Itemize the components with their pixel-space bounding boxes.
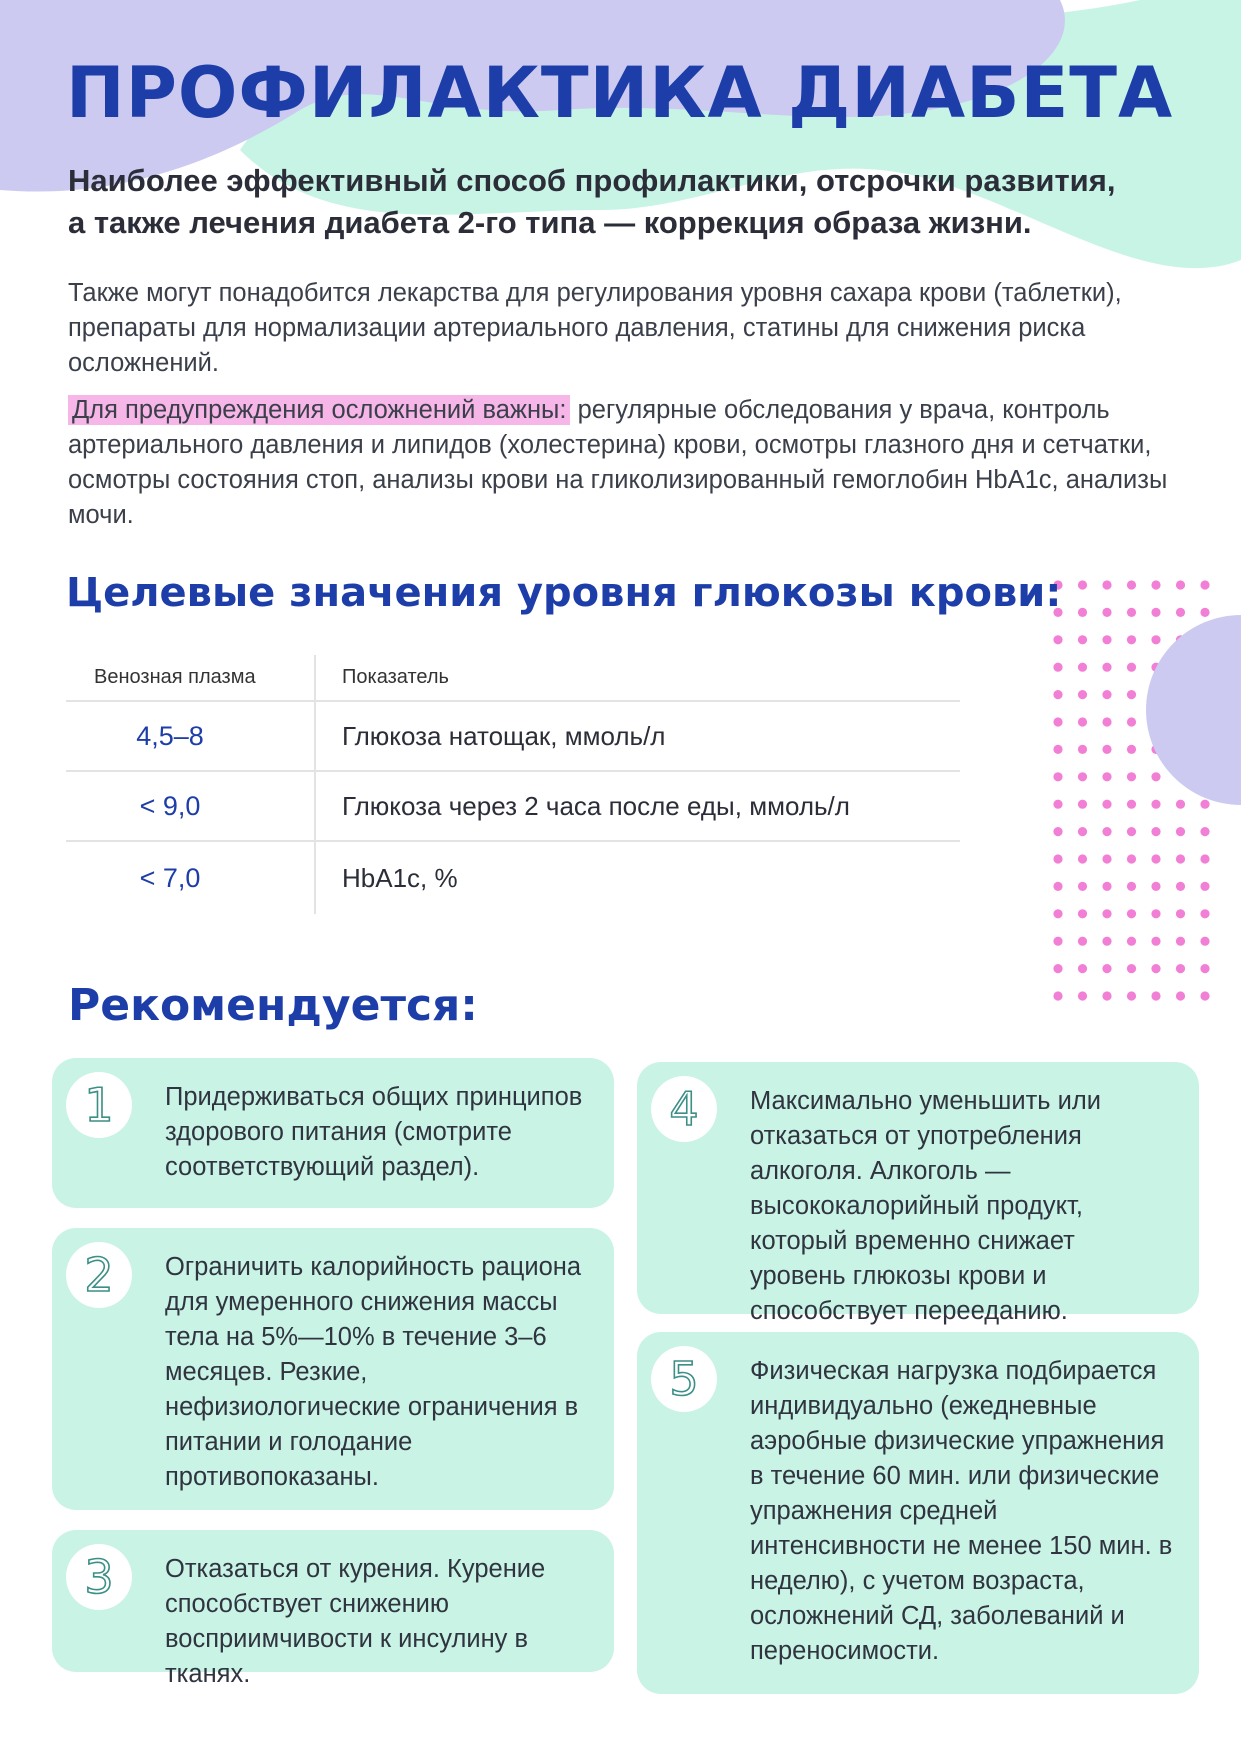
recommendation-card-1 xyxy=(52,1058,614,1208)
indicator-name: HbA1c, % xyxy=(342,862,458,893)
recommendation-card-5 xyxy=(637,1332,1199,1694)
complications-paragraph xyxy=(68,393,1168,533)
target-value: < 7,0 xyxy=(66,842,316,914)
recommendation-text: Ограничить калорийность рациона для умеренного снижения массы тела на 5%—10% в течение 3–6 месяцев. Резкие, нефизиологические ограничения в питании и голодание противопоказаны. xyxy=(165,1253,582,1491)
recommendation-text: Придерживаться общих принципов здорового питания (смотрите соответствующий раздел). xyxy=(165,1083,583,1181)
recommendation-text: Отказаться от курения. Курение способствует снижению восприимчивости к инсулину в тканях. xyxy=(165,1555,546,1688)
table-row xyxy=(66,772,960,842)
recommendation-card-3 xyxy=(52,1530,614,1688)
page-title: ПРОФИЛАКТИКА ДИАБЕТА xyxy=(66,52,1174,134)
number-badge: 4 xyxy=(651,1076,717,1142)
table-row xyxy=(66,702,960,772)
number-badge: 1 xyxy=(66,1072,132,1138)
target-value: < 9,0 xyxy=(66,772,316,840)
indicator-name: Глюкоза натощак, ммоль/л xyxy=(342,720,666,751)
recommendation-text: Максимально уменьшить или отказаться от употребления алкоголя. Алкоголь —высококалорийный продукт, который временно снижает уровень глюкозы крови и способствует перееданию. xyxy=(750,1087,1102,1325)
lead-line-1: Наиболее эффективный способ профилактики, отсрочки развития, xyxy=(68,163,1116,198)
number-badge: 5 xyxy=(651,1346,717,1412)
highlighted-phrase: Для предупреждения осложнений важны: xyxy=(68,395,570,425)
lead-line-2: а также лечения диабета 2-го типа — коррекция образа жизни. xyxy=(68,205,1032,240)
table-row xyxy=(66,842,960,914)
column-header-indicator: Показатель xyxy=(342,666,449,688)
recommendations-heading: Рекомендуется: xyxy=(68,980,478,1031)
column-header-value: Венозная плазма xyxy=(66,655,316,700)
target-value: 4,5–8 xyxy=(66,702,316,770)
recommendation-card-4 xyxy=(637,1062,1199,1325)
complications-text: регулярные обследования у врача, контроль артериального давления и липидов (холестерина) крови, осмотры глазного дня и сетчатки, осмотры состояния стоп, анализы крови на гликолизированный гемоглобин HbA1c, анализы мочи. xyxy=(68,396,1168,529)
glucose-targets-table xyxy=(66,655,960,914)
recommendation-text: Физическая нагрузка подбирается индивидуально (ежедневные аэробные физические упражнения в течение 60 мин. или физические упражнения средней интенсивности не менее 150 мин. в неделю), с учетом возраста, осложнений СД, заболеваний и переносимости. xyxy=(750,1357,1173,1665)
targets-heading: Целевые значения уровня глюкозы крови: xyxy=(66,570,1062,616)
intro-paragraph: Также могут понадобится лекарства для регулирования уровня сахара крови (таблетки), препараты для нормализации артериального давления, статины для снижения риска осложнений. xyxy=(68,279,1122,377)
indicator-name: Глюкоза через 2 часа после еды, ммоль/л xyxy=(342,790,850,821)
table-header xyxy=(66,655,960,702)
number-badge: 3 xyxy=(66,1544,132,1610)
recommendation-card-2 xyxy=(52,1228,614,1510)
number-badge: 2 xyxy=(66,1242,132,1308)
lead-text xyxy=(68,160,1168,244)
